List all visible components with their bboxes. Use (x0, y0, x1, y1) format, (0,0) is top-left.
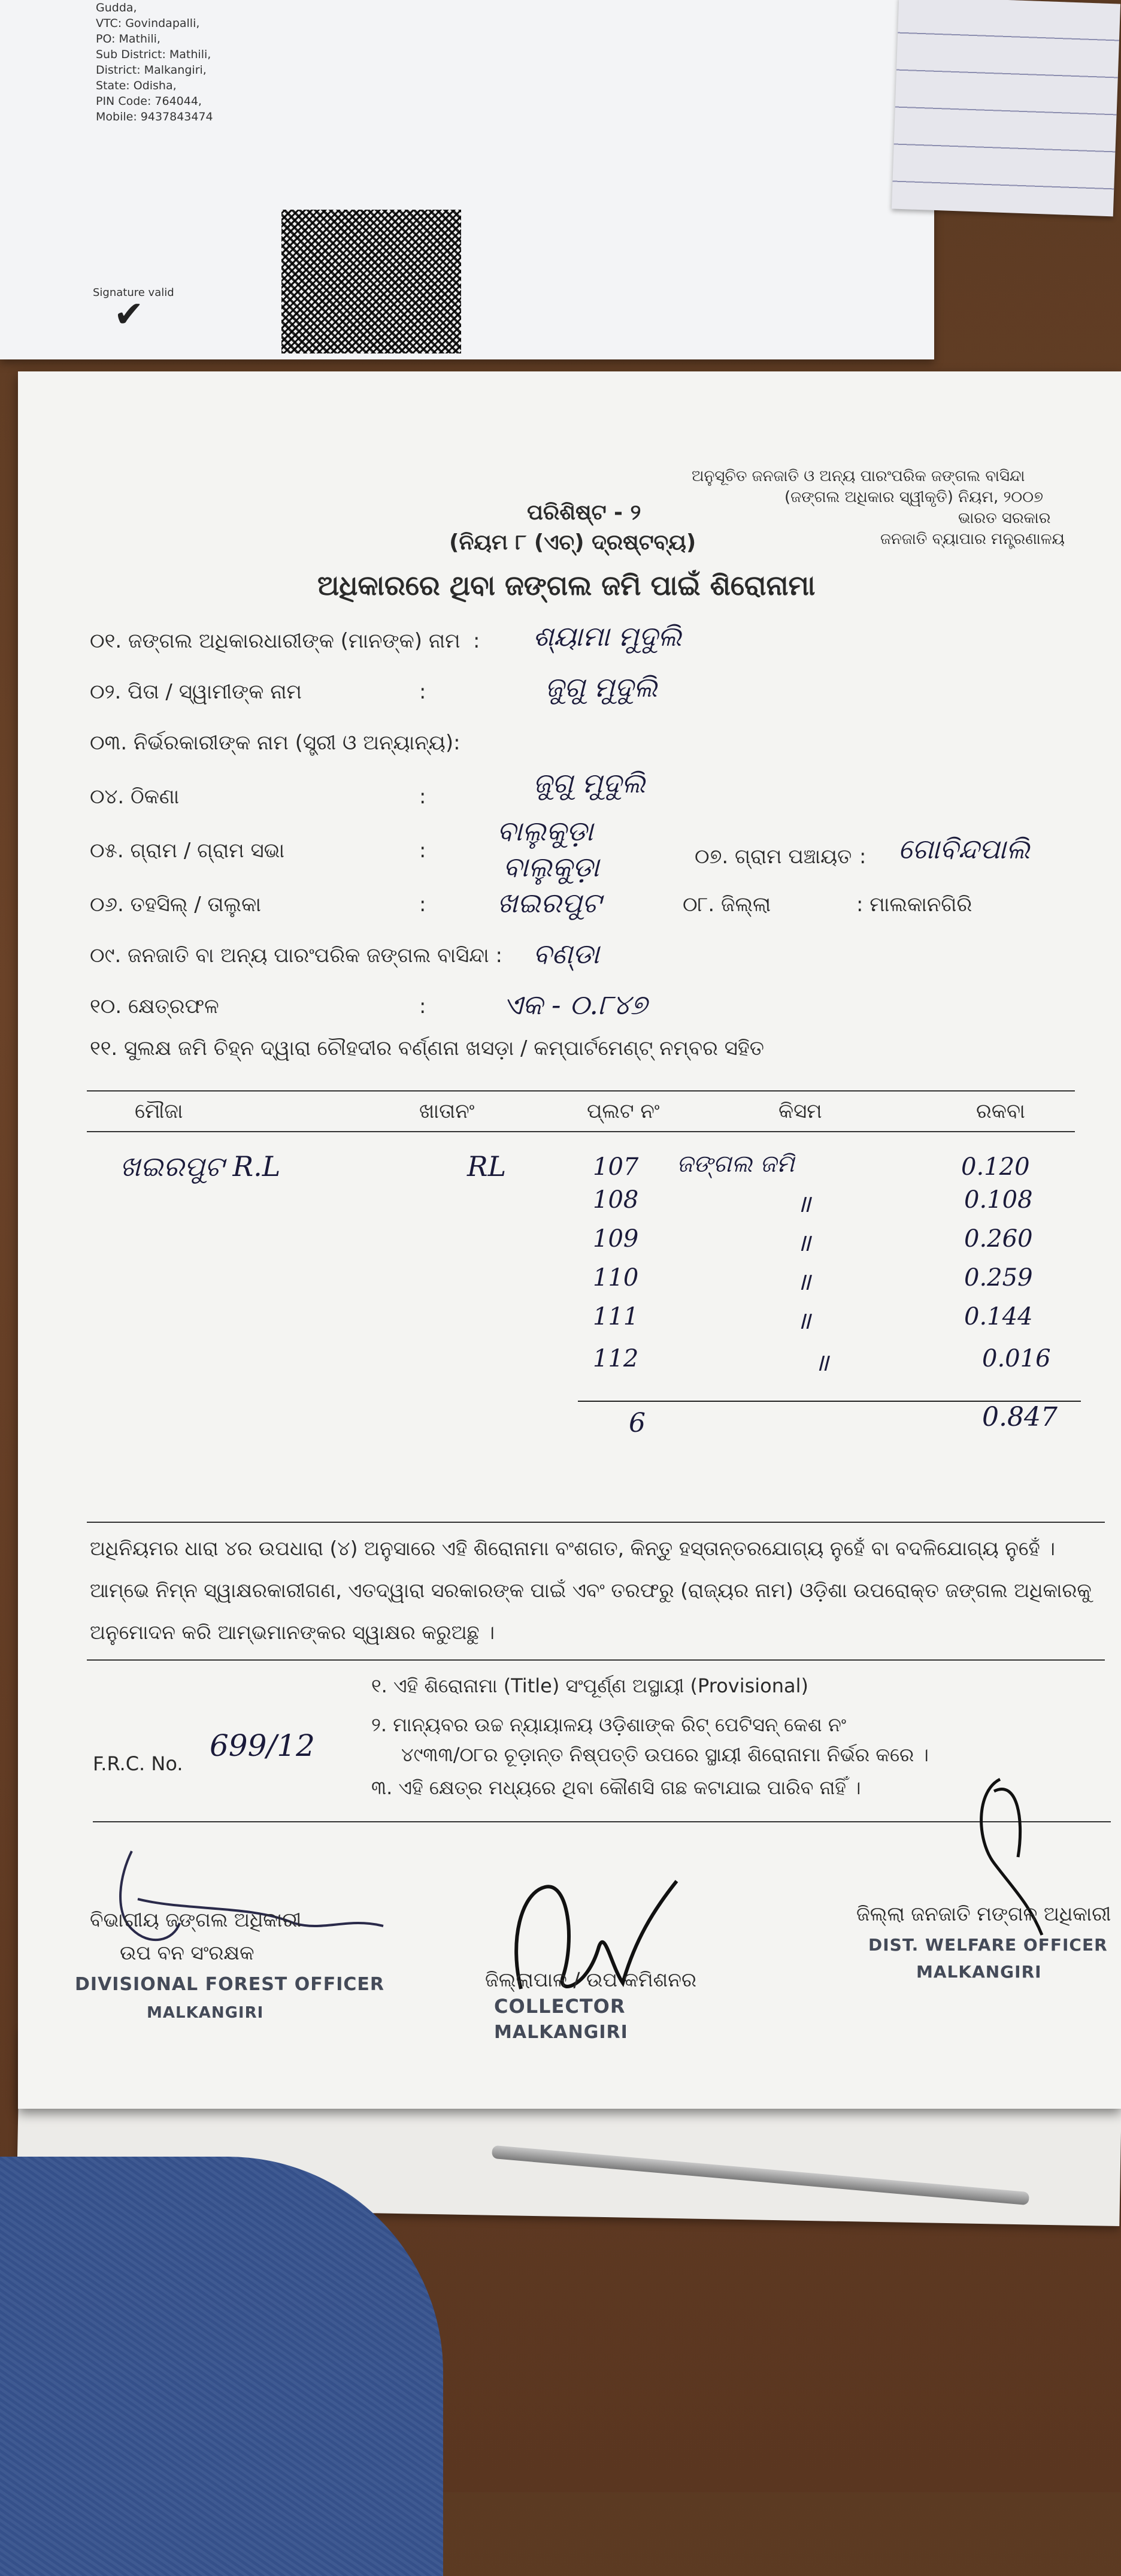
address-line: Sub District: Mathili, (96, 48, 211, 61)
title-certificate (18, 371, 1121, 2109)
signature-valid-label: Signature valid (93, 286, 174, 299)
field-value-tahasil: ଖଇରପୁଟ (497, 887, 601, 919)
qr-code (281, 210, 461, 353)
address-line: PO: Mathili, (96, 32, 160, 46)
district-value: : ମାଲକାନଗିରି (856, 893, 972, 917)
table-cell-plot: 108 (593, 1186, 639, 1214)
frc-label: F.R.C. No. (93, 1752, 183, 1775)
table-cell-plot: 110 (593, 1264, 639, 1292)
field-label-tribe: ୦୯. ଜନଜାତି ବା ଅନ୍ୟ ପାରଂପରିକ ଜଙ୍ଗଲ ବାସିନ୍ଦା : (90, 944, 502, 967)
collector-title-odia: ଜିଲ୍ଲାପାଳ / ଉପ କମିଶନର (485, 1968, 696, 1991)
field-colon: : (419, 839, 426, 863)
declaration-bottom-rule (87, 1659, 1105, 1661)
table-cell-area: 0.108 (964, 1186, 1033, 1214)
ruled-notepad (892, 0, 1120, 216)
field-label-area: ୧୦. କ୍ଷେତ୍ରଫଳ (90, 994, 219, 1018)
field-colon: : (419, 893, 426, 917)
table-cell-area: 0.260 (964, 1225, 1033, 1253)
table-total-plots: 6 (629, 1408, 646, 1438)
dfo-title-odia: ବିଭାଗୀୟ ଜଙ୍ଗଲ ଅଧିକାରୀ (90, 1908, 302, 1931)
table-cell-area: 0.259 (964, 1264, 1033, 1292)
address-block (96, 0, 213, 125)
note-line: ୩. ଏହି କ୍ଷେତ୍ର ମଧ୍ୟରେ ଥିବା କୌଣସି ଗଛ କଟାଯାଇ ପାରିବ ନାହିଁ । (371, 1776, 861, 1799)
header-right-line: ଭାରତ ସରକାର (958, 509, 1051, 527)
field-value-area: ଏକ - ୦.୮୪୭ (503, 988, 647, 1021)
table-cell-kisam: ॥ (814, 1349, 829, 1377)
annexure-label: ପରିଶିଷ୍ଟ - ୨ (527, 500, 641, 525)
field-value-village: ବାଲୁକୁଡ଼ା (497, 815, 593, 847)
table-header-area: ରକବା (976, 1099, 1025, 1123)
field-label-father-name: ୦୨. ପିତା / ସ୍ୱାମୀଙ୍କ ନାମ (90, 680, 302, 704)
table-cell-khata: RL (467, 1150, 507, 1183)
field-value-holder-name: ଶ୍ୟାମା ମୁଦୁଲି (533, 620, 682, 652)
table-cell-plot: 112 (593, 1345, 639, 1372)
field-colon: : (473, 629, 480, 653)
jeans-fabric (0, 2157, 443, 2576)
table-header-kisam: କିସମ (778, 1099, 822, 1123)
table-cell-kisam: ॥ (796, 1268, 811, 1296)
field-value-tribe: ବଣ୍ଡା (533, 938, 599, 970)
gram-panchayat-label: ୦୭. ଗ୍ରାମ ପଞ୍ଚାୟତ (695, 845, 852, 869)
table-header-mouza: ମୌଜା (135, 1099, 183, 1123)
table-cell-area: 0.144 (964, 1303, 1033, 1331)
field-label-address: ୦୪. ଠିକଣା (90, 785, 180, 809)
top-paper (0, 0, 934, 359)
table-cell-plot: 107 (593, 1153, 639, 1181)
table-header-plot: ପ୍ଲଟ ନଂ (587, 1099, 660, 1123)
table-cell-area: 0.016 (982, 1345, 1051, 1372)
field-label-village: ୦୫. ଗ୍ରାମ / ଗ୍ରାମ ସଭା (90, 839, 285, 863)
page-title: ଅଧିକାରରେ ଥିବା ଜଙ୍ଗଲ ଜମି ପାଇଁ ଶିରୋନାମା (317, 569, 816, 601)
declaration-line: ଅନୁମୋଦନ କରି ଆମ୍ଭମାନଙ୍କର ସ୍ୱାକ୍ଷର କରୁଅଛୁ । (90, 1620, 495, 1644)
collector-stamp-place: MALKANGIRI (494, 2022, 628, 2043)
table-cell-mouza: ଖଇରପୁଟ R.L (120, 1150, 281, 1183)
gram-panchayat-value: ଗୋବିନ୍ଦପାଲି (898, 833, 1030, 865)
dfo-stamp-place: MALKANGIRI (147, 2004, 264, 2022)
address-line: Gudda, (96, 1, 137, 14)
field-label-dependents: ୦୩. ନିର୍ଭରକାରୀଙ୍କ ନାମ (ସ୍ତ୍ରୀ ଓ ଅନ୍ୟାନ୍ୟ): (90, 731, 460, 755)
table-cell-kisam: ଜଙ୍ଗଲ ଜମି (677, 1150, 795, 1178)
dwo-stamp-place: MALKANGIRI (916, 1962, 1042, 1982)
dwo-title-odia: ଜିଲ୍ଲା ଜନଜାତି ମଙ୍ଗଳ ଅଧିକାରୀ (856, 1902, 1111, 1925)
header-right-line: ଜନଜାତି ବ୍ୟାପାର ମନ୍ତ୍ରଣାଳୟ (880, 530, 1065, 548)
declaration-line: ଅଧିନିୟମର ଧାରା ୪ର ଉପଧାରା (୪) ଅନୁସାରେ ଏହି ଶିରୋନାମା ବଂଶଗତ, କିନ୍ତୁ ହସ୍ତାନ୍ତରଯୋଗ୍ୟ ନୁହେଁ ବା ବଦଳିଯୋଗ୍ୟ ନୁହେଁ । (90, 1537, 1056, 1560)
header-right-line: ଅନୁସୂଚିତ ଜନଜାତି ଓ ଅନ୍ୟ ପାରଂପରିକ ଜଙ୍ଗଲ ବାସିନ୍ଦା (692, 467, 1025, 485)
table-header-khata: ଖାତାନଂ (419, 1099, 475, 1123)
note-line: ୪୯୩୩/୦୮ର ଚୂଡ଼ାନ୍ତ ନିଷ୍ପତ୍ତି ଉପରେ ସ୍ଥାୟୀ ଶିରୋନାମା ନିର୍ଭର କରେ । (401, 1743, 929, 1766)
dfo-subtitle-odia: ଉପ ବନ ସଂରକ୍ଷକ (120, 1941, 255, 1964)
table-header-rule (87, 1131, 1075, 1132)
boundary-heading: ୧୧. ସୁଲକ୍ଷ ଜମି ଚିହ୍ନ ଦ୍ୱାରା ଚୌହଦୀର ବର୍ଣ୍ଣନା ଖସଡ଼ା / କମ୍ପାର୍ଟମେଣ୍ଟ୍ ନମ୍ବର ସହିତ (90, 1036, 764, 1060)
table-cell-kisam: ॥ (796, 1229, 811, 1257)
note-line: ୧. ଏହି ଶିରୋନାମା (Title) ସଂପୂର୍ଣ୍ଣ ଅସ୍ଥାୟୀ (Provisional) (371, 1674, 809, 1697)
note-line: ୨. ମାନ୍ୟବର ଉଚ୍ଚ ନ୍ୟାୟାଳୟ ଓଡ଼ିଶାଙ୍କ ରିଟ୍ ପେଟିସନ୍ କେଶ ନଂ (371, 1713, 847, 1736)
field-colon: : (419, 785, 426, 809)
dfo-stamp: DIVISIONAL FOREST OFFICER (75, 1974, 384, 1995)
table-cell-plot: 111 (593, 1303, 639, 1331)
declaration-top-rule (87, 1522, 1105, 1523)
field-colon: : (419, 994, 426, 1018)
field-value-village-extra: ବାଲୁକୁଡ଼ା (503, 851, 599, 883)
collector-stamp: COLLECTOR (494, 1995, 626, 2018)
table-total-area: 0.847 (982, 1402, 1058, 1432)
field-label-tahasil: ୦୬. ତହସିଲ୍ / ତାଲୁକା (90, 893, 261, 917)
table-cell-kisam: ॥ (796, 1307, 811, 1335)
checkmark-icon: ✔ (114, 294, 144, 335)
dwo-stamp: DIST. WELFARE OFFICER (868, 1935, 1108, 1955)
address-line: Mobile: 9437843474 (96, 110, 213, 123)
header-right-line: (ଜଙ୍ଗଲ ଅଧିକାର ସ୍ୱୀକୃତି) ନିୟମ, ୨୦୦୭ (784, 488, 1043, 506)
field-value-address: ଜୁଗୁ ମୁଦୁଲି (533, 767, 646, 799)
field-colon: : (859, 845, 866, 869)
table-cell-area: 0.120 (961, 1153, 1030, 1181)
field-value-father-name: ଜୁଗୁ ମୁଦୁଲି (545, 671, 658, 703)
field-label-holder-name: ୦୧. ଜଙ୍ଗଲ ଅଧିକାରଧାରୀଙ୍କ (ମାନଙ୍କ) ନାମ (90, 629, 460, 653)
frc-number: 699/12 (210, 1728, 315, 1763)
address-line: VTC: Govindapalli, (96, 17, 200, 30)
district-label: ୦୮. ଜିଲ୍ଲା (683, 893, 771, 917)
field-colon: : (419, 680, 426, 704)
address-line: District: Malkangiri, (96, 64, 207, 77)
table-cell-plot: 109 (593, 1225, 639, 1253)
table-top-rule (87, 1090, 1075, 1092)
address-line: PIN Code: 764044, (96, 95, 202, 108)
rule-reference: (ନିୟମ ୮ (ଏଚ୍) ଦ୍ରଷ୍ଟବ୍ୟ) (449, 530, 696, 555)
table-cell-kisam: ॥ (796, 1190, 811, 1218)
declaration-line: ଆମ୍ଭେ ନିମ୍ନ ସ୍ୱାକ୍ଷରକାରୀଗଣ, ଏତଦ୍ୱାରା ସରକାରଙ୍କ ପାଇଁ ଏବଂ ତରଫରୁ (ରାଜ୍ୟର ନାମ) ଓଡ଼ିଶା ଉପରୋକ୍ତ ଜଙ୍ଗଲ ଅଧିକାରକୁ (90, 1579, 1092, 1602)
address-line: State: Odisha, (96, 79, 177, 92)
